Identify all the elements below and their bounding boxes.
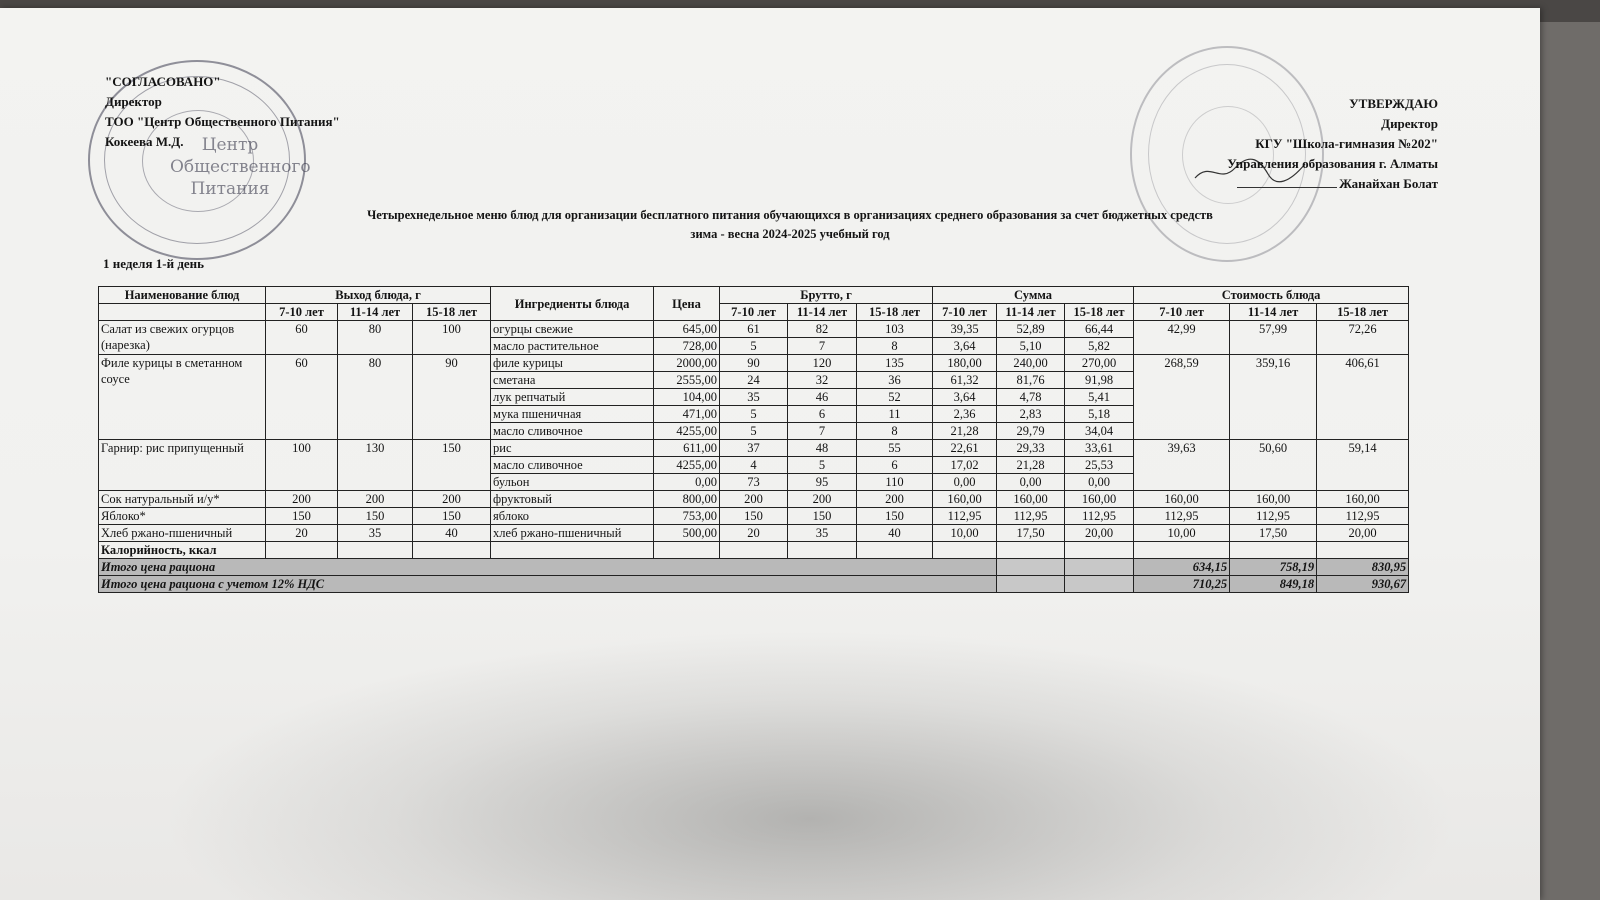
dish-name: Салат из свежих огурцов (нарезка): [99, 321, 266, 355]
ingredient-brutto: 8: [857, 338, 933, 355]
dish-output: 200: [266, 491, 338, 508]
ingredient-sum: 17,02: [933, 457, 997, 474]
empty-cell: [997, 576, 1065, 593]
ingredient-sum: 29,33: [997, 440, 1065, 457]
header-price: Цена: [654, 287, 720, 321]
ingredient-price: 0,00: [654, 474, 720, 491]
dish-cost: 50,60: [1230, 440, 1317, 491]
approval-left-role: Директор: [105, 94, 162, 109]
ingredient-brutto: 135: [857, 355, 933, 372]
round-stamp-left: Центр Общественного Питания: [88, 60, 306, 260]
ingredient-sum: 61,32: [933, 372, 997, 389]
ingredient-sum: 3,64: [933, 338, 997, 355]
dish-output: 200: [413, 491, 491, 508]
ingredient-price: 471,00: [654, 406, 720, 423]
ingredient-name: хлеб ржано-пшеничный: [491, 525, 654, 542]
ingredient-sum: 39,35: [933, 321, 997, 338]
ingredient-price: 500,00: [654, 525, 720, 542]
ingredient-sum: 33,61: [1065, 440, 1134, 457]
total-value: 849,18: [1230, 576, 1317, 593]
total-value: 710,25: [1134, 576, 1230, 593]
approval-right-org: КГУ "Школа-гимназия №202": [1255, 136, 1438, 151]
calories-label: Калорийность, ккал: [99, 542, 266, 559]
document-subtitle: зима - весна 2024-2025 учебный год: [690, 227, 890, 241]
dish-name: Яблоко*: [99, 508, 266, 525]
empty-cell: [720, 542, 788, 559]
dish-output: 80: [338, 321, 413, 355]
ingredient-brutto: 52: [857, 389, 933, 406]
header-brutto: Брутто, г: [720, 287, 933, 304]
ingredient-price: 104,00: [654, 389, 720, 406]
header-age: 7-10 лет: [933, 304, 997, 321]
ingredient-sum: 180,00: [933, 355, 997, 372]
ingredient-sum: 0,00: [997, 474, 1065, 491]
ingredient-sum: 21,28: [933, 423, 997, 440]
ingredient-name: сметана: [491, 372, 654, 389]
dish-cost: 42,99: [1134, 321, 1230, 355]
empty-cell: [1065, 542, 1134, 559]
header-cost: Стоимость блюда: [1134, 287, 1409, 304]
ingredient-sum: 66,44: [1065, 321, 1134, 338]
total-label: Итого цена рациона: [99, 559, 997, 576]
empty-cell: [933, 542, 997, 559]
ingredient-price: 753,00: [654, 508, 720, 525]
ingredient-sum: 0,00: [1065, 474, 1134, 491]
approval-right-role: Директор: [1381, 116, 1438, 131]
total-value: 634,15: [1134, 559, 1230, 576]
header-age: 15-18 лет: [1317, 304, 1409, 321]
dish-cost: 112,95: [1230, 508, 1317, 525]
dish-name: Филе курицы в сметанном соусе: [99, 355, 266, 440]
dish-cost: 20,00: [1317, 525, 1409, 542]
dish-output: 150: [266, 508, 338, 525]
ingredient-brutto: 200: [857, 491, 933, 508]
ingredient-brutto: 73: [720, 474, 788, 491]
header-age: 11-14 лет: [338, 304, 413, 321]
header-age: 7-10 лет: [1134, 304, 1230, 321]
empty-cell: [266, 542, 338, 559]
ingredient-name: огурцы свежие: [491, 321, 654, 338]
empty-cell: [413, 542, 491, 559]
table-row: [99, 525, 1409, 542]
table-row: [99, 508, 1409, 525]
dish-output: 130: [338, 440, 413, 491]
empty-cell: [857, 542, 933, 559]
dish-output: 35: [338, 525, 413, 542]
ingredient-brutto: 4: [720, 457, 788, 474]
total-value: 758,19: [1230, 559, 1317, 576]
ingredient-price: 645,00: [654, 321, 720, 338]
ingredient-brutto: 82: [788, 321, 857, 338]
approval-left-org: ТОО "Центр Общественного Питания": [105, 114, 340, 129]
header-age: 7-10 лет: [266, 304, 338, 321]
ingredient-brutto: 6: [857, 457, 933, 474]
ingredient-brutto: 200: [788, 491, 857, 508]
ingredient-sum: 112,95: [997, 508, 1065, 525]
ingredient-price: 2000,00: [654, 355, 720, 372]
dish-output: 150: [413, 440, 491, 491]
header-dish: Наименование блюд: [99, 287, 266, 304]
total-value: 930,67: [1317, 576, 1409, 593]
ingredient-name: мука пшеничная: [491, 406, 654, 423]
ingredient-name: яблоко: [491, 508, 654, 525]
ingredient-brutto: 40: [857, 525, 933, 542]
empty-cell: [654, 542, 720, 559]
ingredient-brutto: 103: [857, 321, 933, 338]
dish-name: Гарнир: рис припущенный: [99, 440, 266, 491]
dish-output: 60: [266, 355, 338, 440]
total-row: [99, 559, 1409, 576]
ingredient-brutto: 150: [720, 508, 788, 525]
calories-row: [99, 542, 1409, 559]
header-age: 15-18 лет: [1065, 304, 1134, 321]
signature-line: [1237, 187, 1337, 188]
ingredient-brutto: 5: [720, 406, 788, 423]
ingredient-brutto: 200: [720, 491, 788, 508]
dish-name: Хлеб ржано-пшеничный: [99, 525, 266, 542]
ingredient-brutto: 36: [857, 372, 933, 389]
ingredient-brutto: 35: [788, 525, 857, 542]
ingredient-brutto: 5: [788, 457, 857, 474]
ingredient-sum: 29,79: [997, 423, 1065, 440]
dish-name: Сок натуральный и/у*: [99, 491, 266, 508]
ingredient-brutto: 110: [857, 474, 933, 491]
empty-cell: [997, 559, 1065, 576]
ingredient-sum: 0,00: [933, 474, 997, 491]
approval-right-name: Жанайхан Болат: [1339, 176, 1438, 191]
ingredient-name: масло сливочное: [491, 457, 654, 474]
ingredient-brutto: 48: [788, 440, 857, 457]
empty-cell: [1134, 542, 1230, 559]
ingredient-brutto: 150: [857, 508, 933, 525]
ingredient-price: 728,00: [654, 338, 720, 355]
empty-cell: [1317, 542, 1409, 559]
dish-output: 100: [266, 440, 338, 491]
approval-left-name: Кокеева М.Д.: [105, 134, 184, 149]
empty-cell: [338, 542, 413, 559]
table-row: [99, 321, 1409, 338]
header-sum: Сумма: [933, 287, 1134, 304]
menu-table: [98, 286, 1409, 593]
approval-right-dept: Управления образования г. Алматы: [1227, 156, 1438, 171]
ingredient-name: бульон: [491, 474, 654, 491]
table-row: [99, 440, 1409, 457]
ingredient-sum: 2,36: [933, 406, 997, 423]
ingredient-brutto: 150: [788, 508, 857, 525]
ingredient-brutto: 8: [857, 423, 933, 440]
ingredient-sum: 160,00: [1065, 491, 1134, 508]
empty-cell: [997, 542, 1065, 559]
ingredient-brutto: 95: [788, 474, 857, 491]
dish-output: 20: [266, 525, 338, 542]
ingredient-sum: 91,98: [1065, 372, 1134, 389]
dish-cost: 160,00: [1317, 491, 1409, 508]
empty-cell: [1230, 542, 1317, 559]
table-row: [99, 491, 1409, 508]
dish-output: 150: [338, 508, 413, 525]
dish-cost: 17,50: [1230, 525, 1317, 542]
ingredient-sum: 5,10: [997, 338, 1065, 355]
dish-cost: 72,26: [1317, 321, 1409, 355]
ingredient-sum: 10,00: [933, 525, 997, 542]
dish-output: 80: [338, 355, 413, 440]
dish-output: 150: [413, 508, 491, 525]
header-output: Выход блюда, г: [266, 287, 491, 304]
header-age: 7-10 лет: [720, 304, 788, 321]
dish-output: 100: [413, 321, 491, 355]
dish-cost: 57,99: [1230, 321, 1317, 355]
dish-cost: 112,95: [1134, 508, 1230, 525]
ingredient-name: лук репчатый: [491, 389, 654, 406]
ingredient-brutto: 20: [720, 525, 788, 542]
ingredient-sum: 20,00: [1065, 525, 1134, 542]
ingredient-brutto: 46: [788, 389, 857, 406]
table-row: [99, 355, 1409, 372]
dish-cost: 160,00: [1230, 491, 1317, 508]
ingredient-sum: 34,04: [1065, 423, 1134, 440]
ingredient-sum: 160,00: [933, 491, 997, 508]
dish-cost: 39,63: [1134, 440, 1230, 491]
dish-cost: 406,61: [1317, 355, 1409, 440]
dish-cost: 268,59: [1134, 355, 1230, 440]
dish-output: 200: [338, 491, 413, 508]
ingredient-sum: 112,95: [1065, 508, 1134, 525]
dish-output: 90: [413, 355, 491, 440]
ingredient-brutto: 37: [720, 440, 788, 457]
ingredient-sum: 4,78: [997, 389, 1065, 406]
ingredient-price: 611,00: [654, 440, 720, 457]
ingredient-name: масло сливочное: [491, 423, 654, 440]
ingredient-brutto: 61: [720, 321, 788, 338]
empty-cell: [1065, 559, 1134, 576]
ingredient-brutto: 90: [720, 355, 788, 372]
ingredient-brutto: 6: [788, 406, 857, 423]
ingredient-name: филе курицы: [491, 355, 654, 372]
header-age: 15-18 лет: [857, 304, 933, 321]
approval-right-title: УТВЕРЖДАЮ: [1349, 96, 1438, 111]
ingredient-brutto: 32: [788, 372, 857, 389]
ingredient-brutto: 7: [788, 338, 857, 355]
ingredient-sum: 21,28: [997, 457, 1065, 474]
ingredient-brutto: 5: [720, 338, 788, 355]
ingredient-sum: 270,00: [1065, 355, 1134, 372]
ingredient-brutto: 7: [788, 423, 857, 440]
empty-cell: [788, 542, 857, 559]
ingredient-price: 4255,00: [654, 457, 720, 474]
dish-cost: 359,16: [1230, 355, 1317, 440]
ingredient-sum: 81,76: [997, 372, 1065, 389]
ingredient-sum: 112,95: [933, 508, 997, 525]
ingredient-sum: 5,41: [1065, 389, 1134, 406]
ingredient-sum: 5,18: [1065, 406, 1134, 423]
ingredient-sum: 240,00: [997, 355, 1065, 372]
dish-cost: 59,14: [1317, 440, 1409, 491]
dish-cost: 160,00: [1134, 491, 1230, 508]
empty-cell: [491, 542, 654, 559]
ingredient-sum: 5,82: [1065, 338, 1134, 355]
ingredient-sum: 22,61: [933, 440, 997, 457]
ingredient-brutto: 35: [720, 389, 788, 406]
ingredient-sum: 52,89: [997, 321, 1065, 338]
dish-output: 60: [266, 321, 338, 355]
header-age: 11-14 лет: [1230, 304, 1317, 321]
empty-cell: [1065, 576, 1134, 593]
ingredient-sum: 17,50: [997, 525, 1065, 542]
ingredient-brutto: 120: [788, 355, 857, 372]
ingredient-name: рис: [491, 440, 654, 457]
total-label: Итого цена рациона с учетом 12% НДС: [99, 576, 997, 593]
dish-cost: 10,00: [1134, 525, 1230, 542]
total-vat-row: [99, 576, 1409, 593]
ingredient-brutto: 55: [857, 440, 933, 457]
day-label: 1 неделя 1-й день: [103, 256, 205, 271]
ingredient-name: масло растительное: [491, 338, 654, 355]
ingredient-sum: 2,83: [997, 406, 1065, 423]
ingredient-sum: 25,53: [1065, 457, 1134, 474]
approval-left-block: [105, 72, 340, 152]
ingredient-price: 2555,00: [654, 372, 720, 389]
ingredient-sum: 3,64: [933, 389, 997, 406]
ingredient-brutto: 5: [720, 423, 788, 440]
ingredient-sum: 160,00: [997, 491, 1065, 508]
ingredient-price: 800,00: [654, 491, 720, 508]
ingredient-brutto: 24: [720, 372, 788, 389]
ingredient-price: 4255,00: [654, 423, 720, 440]
header-ingredients: Ингредиенты блюда: [491, 287, 654, 321]
dish-output: 40: [413, 525, 491, 542]
approval-left-title: "СОГЛАСОВАНО": [105, 74, 221, 89]
ingredient-name: фруктовый: [491, 491, 654, 508]
ingredient-brutto: 11: [857, 406, 933, 423]
document-title: Четырехнедельное меню блюд для организации бесплатного питания обучающихся в организациях среднего образования за счет бюджетных средств: [367, 208, 1213, 222]
total-value: 830,95: [1317, 559, 1409, 576]
header-age: 11-14 лет: [997, 304, 1065, 321]
approval-right-block: [1078, 94, 1438, 194]
header-age: 15-18 лет: [413, 304, 491, 321]
dish-cost: 112,95: [1317, 508, 1409, 525]
header-age: 11-14 лет: [788, 304, 857, 321]
